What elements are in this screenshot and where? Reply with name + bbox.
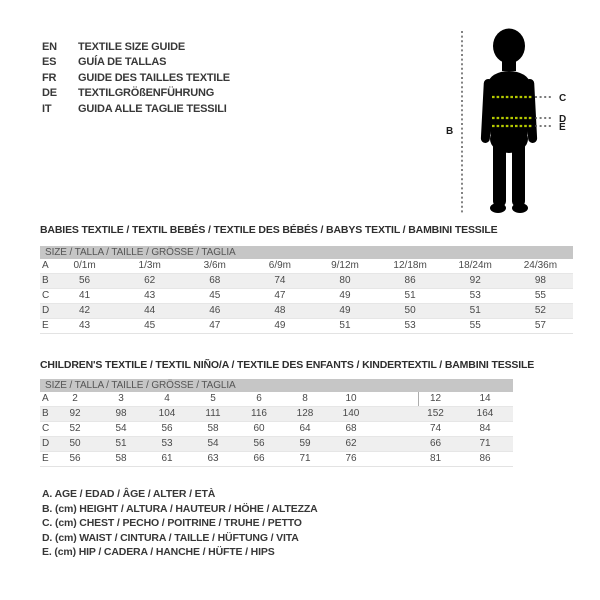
size-cell: 54 [207,438,219,449]
babies-table [40,246,573,334]
size-cell: 53 [161,438,173,449]
size-cell: 60 [253,423,265,434]
size-cell: 61 [161,453,173,464]
legend-item-b: B. (cm) HEIGHT / ALTURA / HAUTEUR / HÖHE / ALTEZZA [42,502,318,515]
language-code: FR [42,71,57,84]
size-cell: 116 [251,408,267,419]
size-cell: 51 [469,305,481,316]
size-cell: 63 [207,453,219,464]
size-row-c [40,289,573,304]
size-cell: 51 [339,320,351,331]
size-cell: 62 [144,275,156,286]
row-label: A [42,260,49,271]
size-row-c [40,422,513,437]
size-cell: 71 [299,453,311,464]
size-row-d [40,304,573,319]
measurement-legend [42,487,318,560]
size-cell: 49 [339,290,351,301]
size-cell: 128 [296,408,314,419]
size-cell: 8 [302,393,308,404]
size-cell: 2 [72,393,78,404]
size-cell: 47 [274,290,286,301]
size-cell: 5 [210,393,216,404]
measurement-figure [440,27,575,219]
guide-title-es: GUÍA DE TALLAS [78,56,167,69]
size-cell: 50 [404,305,416,316]
figure-label-d: D [559,114,567,125]
size-cell: 92 [469,275,481,286]
language-row-it [42,102,230,117]
size-cell: 58 [207,423,219,434]
guide-title-en: TEXTILE SIZE GUIDE [78,41,186,53]
legend-item-e: E. (cm) HIP / CADERA / HANCHE / HÜFTE / HIPS [42,546,275,559]
size-header-bar: SIZE / TALLA / TAILLE / GRÖSSE / TAGLIA [40,379,513,392]
size-cell: 49 [339,305,351,316]
size-cell: 14 [479,393,491,404]
size-table [40,392,513,467]
size-cell: 45 [144,320,156,331]
row-label: C [42,423,50,434]
size-cell: 140 [342,408,360,419]
size-cell: 12/18m [393,260,427,271]
size-cell: 52 [534,305,546,316]
legend-item-c: C. (cm) CHEST / PECHO / POITRINE / TRUHE / PETTO [42,517,302,530]
size-table [40,259,573,334]
size-cell: 52 [69,423,81,434]
size-cell: 53 [469,290,481,301]
size-cell: 56 [78,275,91,286]
size-cell: 18/24m [458,260,492,271]
size-cell: 45 [209,290,221,301]
guide-title-fr: GUIDE DES TAILLES TEXTILE [78,71,230,84]
babies-table-title: BABIES TEXTILE / TEXTIL BEBÉS / TEXTILE DES BÉBÉS / BABYS TEXTIL / BAMBINI TESSILE [40,224,498,236]
size-cell: 3/6m [203,260,226,271]
figure-label-b: B [446,126,454,137]
figure-svg [440,27,575,219]
size-cell: 4 [164,393,170,404]
size-cell: 98 [115,408,127,419]
size-cell: 81 [429,453,442,464]
size-row-a [40,259,573,274]
size-cell: 42 [78,305,91,316]
size-cell: 44 [144,305,156,316]
figure-label-e: E [559,122,566,133]
size-row-b [40,407,513,422]
size-cell: 43 [78,320,91,331]
guide-title-de: TEXTILGRÖßENFÜHRUNG [78,87,215,100]
children-table [40,379,513,467]
size-cell: 92 [69,408,81,419]
size-cell: 66 [429,438,442,449]
size-row-b [40,274,573,289]
row-label: C [42,290,50,301]
size-cell: 86 [404,275,416,286]
size-cell: 0/1m [73,260,96,271]
size-cell: 76 [345,453,357,464]
language-row-en [42,40,230,55]
row-label: D [42,438,50,449]
size-cell: 50 [69,438,81,449]
size-cell: 48 [274,305,286,316]
legend-item-a: A. AGE / EDAD / ÂGE / ALTER / ETÀ [42,488,216,500]
row-label: E [42,453,49,464]
size-cell: 53 [404,320,416,331]
size-cell: 10 [345,393,357,404]
language-title-list [42,40,230,117]
size-cell: 80 [339,275,351,286]
size-cell: 57 [534,320,546,331]
size-header-bar: SIZE / TALLA / TAILLE / GRÖSSE / TAGLIA [40,246,573,259]
size-row-d [40,437,513,452]
size-cell: 46 [209,305,221,316]
size-cell: 3 [118,393,124,404]
figure-label-c: C [559,93,567,104]
size-cell: 74 [274,275,286,286]
size-cell: 9/12m [331,260,359,271]
size-cell: 6 [256,393,262,404]
size-row-a [40,392,513,407]
size-cell: 54 [115,423,127,434]
size-cell: 1/3m [138,260,161,271]
size-cell: 59 [299,438,311,449]
child-silhouette [481,29,538,214]
size-cell: 164 [476,408,494,419]
size-cell: 62 [345,438,357,449]
size-cell: 74 [429,423,442,434]
size-cell: 6/9m [268,260,291,271]
legend-item-d: D. (cm) WAIST / CINTURA / TAILLE / HÜFTUNG / VITA [42,531,299,544]
size-cell: 66 [253,453,265,464]
size-cell: 41 [78,290,91,301]
size-cell: 104 [158,408,176,419]
language-code: IT [42,102,52,115]
size-cell: 68 [209,275,221,286]
guide-title-it: GUIDA ALLE TAGLIE TESSILI [78,102,227,115]
language-code: ES [42,56,57,69]
size-cell: 24/36m [523,260,558,271]
row-label: B [42,408,49,419]
row-label: E [42,320,49,331]
size-cell: 55 [469,320,481,331]
size-cell: 84 [479,423,491,434]
size-cell: 47 [209,320,221,331]
size-cell: 152 [427,408,444,419]
children-table-title: CHILDREN'S TEXTILE / TEXTIL NIÑO/A / TEXTILE DES ENFANTS / KINDERTEXTIL / BAMBINI TESSILE [40,359,535,371]
size-cell: 56 [253,438,265,449]
size-cell: 51 [404,290,416,301]
size-cell: 58 [115,453,127,464]
size-cell: 98 [534,275,546,286]
row-label: B [42,275,49,286]
row-label: D [42,305,50,316]
size-cell: 55 [534,290,546,301]
size-cell: 49 [274,320,286,331]
size-cell: 43 [144,290,156,301]
size-cell: 51 [115,438,127,449]
size-cell: 68 [345,423,357,434]
row-label: A [42,393,49,404]
size-cell: 86 [479,453,491,464]
size-cell: 56 [69,453,81,464]
language-row-fr [42,71,230,86]
size-cell: 111 [205,408,221,419]
language-code: DE [42,87,57,100]
size-cell: 12 [429,393,442,404]
language-code: EN [42,41,57,53]
size-cell: 64 [299,423,311,434]
language-row-es [42,55,230,70]
size-cell: 56 [161,423,173,434]
language-row-de [42,86,230,101]
size-cell: 71 [479,438,491,449]
size-row-e [40,319,573,334]
size-row-e [40,452,513,467]
